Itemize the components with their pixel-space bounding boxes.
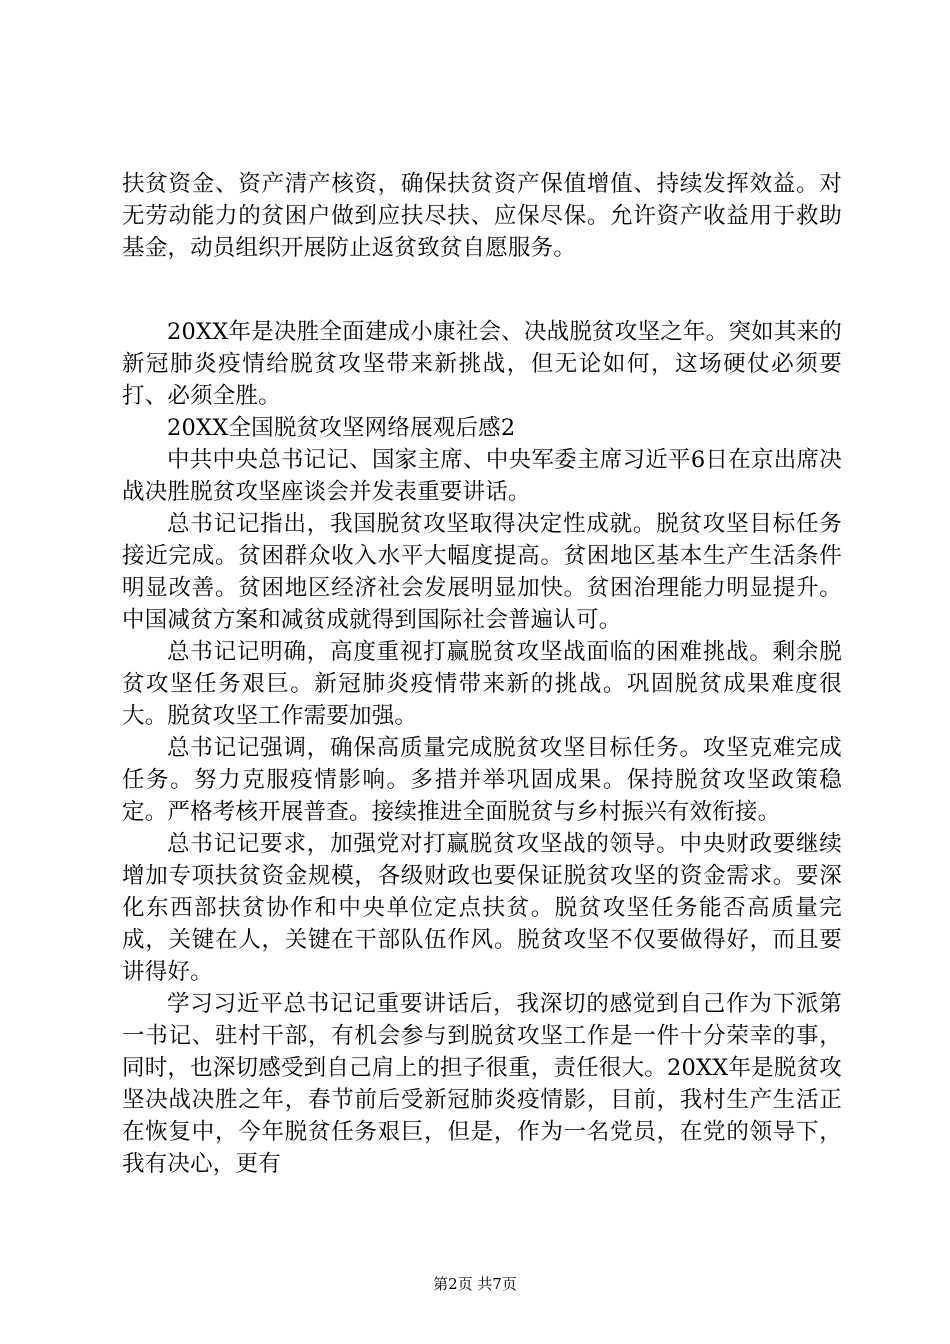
paragraph: 总书记记指出，我国脱贫攻坚取得决定性成就。脱贫攻坚目标任务接近完成。贫困群众收入水平大幅度提高。贫困地区基本生产生活条件明显改善。贫困地区经济社会发展明显加快。贫困治理能力明显提升。中国减贫方案和减贫成就得到国际社会普遍认可。 bbox=[122, 511, 842, 633]
paragraph-gap bbox=[122, 264, 842, 316]
paragraph: 学习习近平总书记记重要讲话后，我深切的感觉到自己作为下派第一书记、驻村干部，有机会参与到脱贫攻坚工作是一件十分荣幸的事，同时，也深切感受到自己肩上的担子很重，责任很大。20XX年是脱贫攻坚决战决胜之年，春节前后受新冠肺炎疫情影，目前，我村生产生活正在恢复中，今年脱贫任务艰巨，但是，作为一名党员，在党的领导下，我有决心，更有 bbox=[122, 991, 842, 1177]
document-body bbox=[122, 168, 842, 1180]
paragraph: 20XX年是决胜全面建成小康社会、决战脱贫攻坚之年。突如其来的新冠肺炎疫情给脱贫攻坚带来新挑战，但无论如何，这场硬仗必须要打、必须全胜。 bbox=[122, 319, 842, 409]
paragraph: 总书记记强调，确保高质量完成脱贫攻坚目标任务。攻坚克难完成任务。努力克服疫情影响。多措并举巩固成果。保持脱贫攻坚政策稳定。严格考核开展普查。接续推进全面脱贫与乡村振兴有效衔接。 bbox=[122, 735, 842, 825]
paragraph: 总书记记要求，加强党对打赢脱贫攻坚战的领导。中央财政要继续增加专项扶贫资金规模，各级财政也要保证脱贫攻坚的资金需求。要深化东西部扶贫协作和中央单位定点扶贫。脱贫攻坚任务能否高质量完成，关键在人，关键在干部队伍作风。脱贫攻坚不仅要做得好，而且要讲得好。 bbox=[122, 831, 842, 985]
section-heading: 20XX全国脱贫攻坚网络展观后感2 bbox=[167, 415, 516, 441]
paragraph: 中共中央总书记记、国家主席、中央军委主席习近平6日在京出席决战决胜脱贫攻坚座谈会并发表重要讲话。 bbox=[122, 447, 842, 505]
paragraph-continuation: 扶贫资金、资产清产核资，确保扶贫资产保值增值、持续发挥效益。对无劳动能力的贫困户做到应扶尽扶、应保尽保。允许资产收益用于救助基金，动员组织开展防止返贫致贫自愿服务。 bbox=[122, 171, 842, 261]
page-number-footer: 第2页 共7页 bbox=[433, 1275, 517, 1293]
paragraph: 总书记记明确，高度重视打赢脱贫攻坚战面临的困难挑战。剩余脱贫攻坚任务艰巨。新冠肺炎疫情带来新的挑战。巩固脱贫成果难度很大。脱贫攻坚工作需要加强。 bbox=[122, 639, 842, 729]
